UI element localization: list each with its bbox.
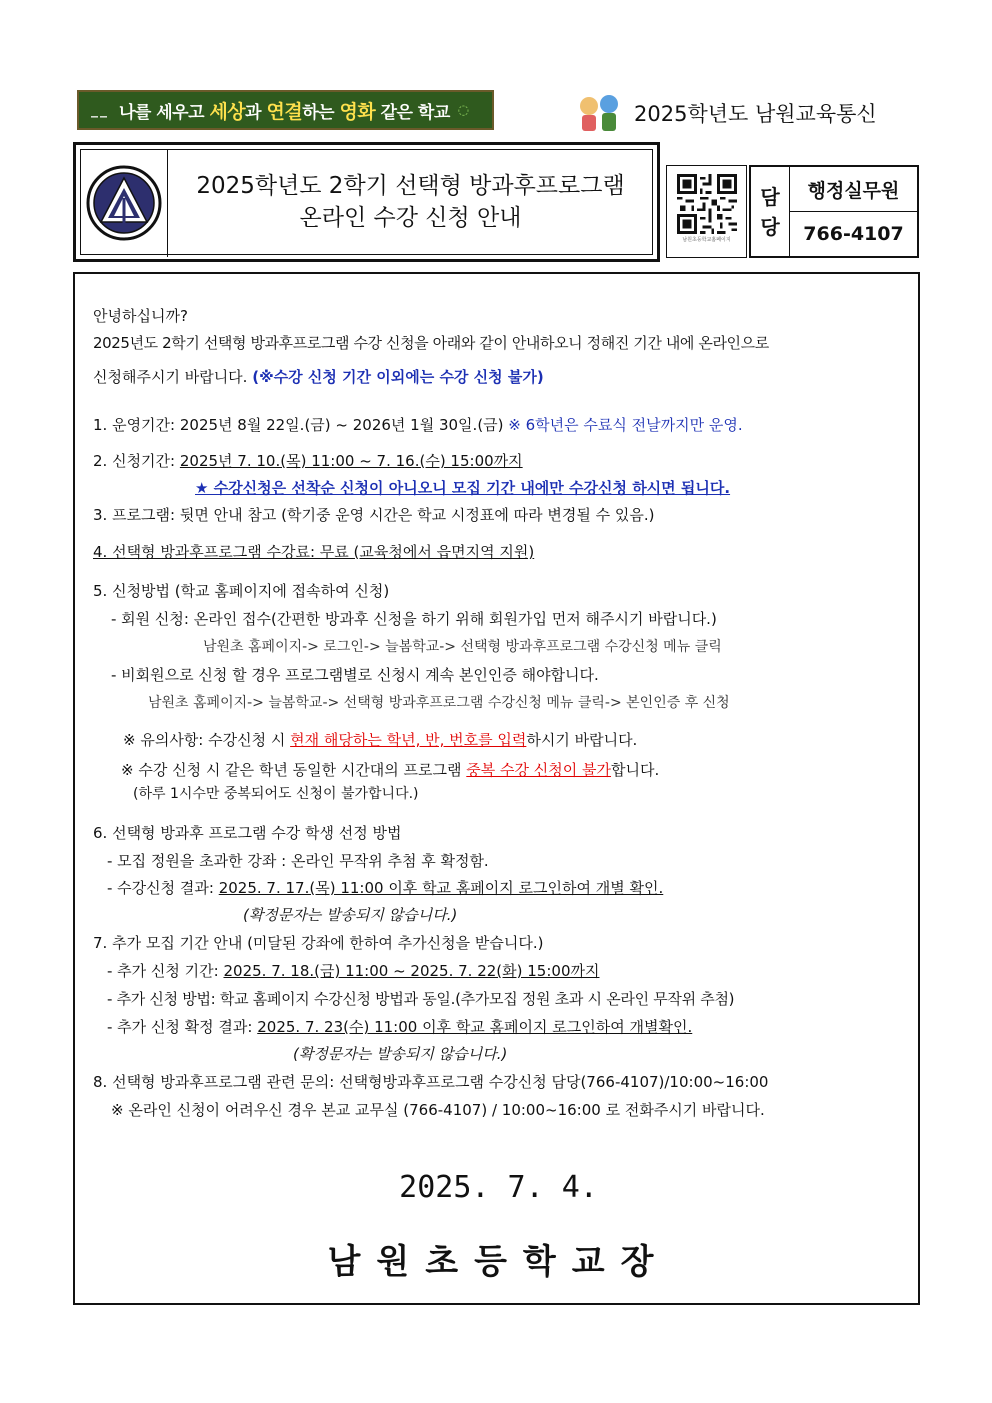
item-8-note: ※ 온라인 신청이 어려우신 경우 본교 교무실 (766-4107) / 10:00~16:00 로 전화주시기 바랍니다. [111,1101,765,1119]
document-title [168,149,653,255]
caution-note-1: ※ 유의사항: 수강신청 시 현재 해당하는 학년, 반, 번호를 입력하시기 바랍니다. [123,731,638,749]
newsletter-title: 2025학년도 남원교육통신 [634,102,877,126]
item-3: 3. 프로그램: 뒷면 안내 참고 (학기중 운영 시간은 학교 시정표에 따라 변경될 수 있음.) [93,506,655,524]
principal-signature: 남원초등학교장 [327,1242,670,1282]
document-title-line2: 온라인 수강 신청 안내 [299,205,522,231]
intro-line-2: 신청해주시기 바랍니다. (※수강 신청 기간 이외에는 수강 신청 불가) [93,368,544,386]
caution-note-1-highlight: 현재 해당하는 학년, 반, 번호를 입력 [290,731,527,749]
item-2-note: ★ 수강신청은 선착순 신청이 아니오니 모집 기간 내에만 수강신청 하시면 됩니다. [195,479,731,497]
contact-phone: 766-4107 [803,223,904,245]
item-7-c: - 추가 신청 확정 결과: 2025. 7. 23(수) 11:00 이후 학교 홈페이지 로그인하여 개별확인. [107,1018,693,1036]
item-7: 7. 추가 모집 기간 안내 (미달된 강좌에 한하여 추가신청을 받습니다.) [93,934,544,952]
slogan-dash: __ [91,102,109,118]
issue-date: 2025. 7. 4. [399,1170,598,1205]
item-1-note: ※ 6학년은 수료식 전날까지만 운영. [508,416,743,434]
qr-caption: 남원초등학교홈페이지 [682,237,731,243]
item-7-a: - 추가 신청 기간: 2025. 7. 18.(금) 11:00 ~ 2025. 7. 22(화) 15:00까지 [107,962,600,980]
greeting: 안녕하십니까? [93,307,188,325]
item-6-b: - 수강신청 결과: 2025. 7. 17.(목) 11:00 이후 학교 홈페이지 로그인하여 개별 확인. [107,879,664,897]
item-7-b: - 추가 신청 방법: 학교 홈페이지 수강신청 방법과 동일.(추가모집 정원 초과 시 온라인 무작위 추첨) [107,990,735,1008]
school-slogan-banner [77,90,494,130]
item-5-member-path: 남원초 홈페이지-> 로그인-> 늘봄학교-> 선택형 방과후프로그램 수강신청 메뉴 클릭 [203,639,722,655]
school-emblem-cell [80,149,168,257]
qr-code-icon[interactable] [677,174,737,234]
caution-note-2-sub: (하루 1시수만 중복되어도 신청이 불가합니다.) [133,786,419,802]
item-7-result-date: 2025. 7. 23(수) 11:00 이후 학교 홈페이지 로그인하여 개별확인. [257,1018,693,1036]
intro-line-1: 2025년도 2학기 선택형 방과후프로그램 수강 신청을 아래와 같이 안내하오니 정해진 기간 내에 온라인으로 [93,334,769,352]
children-illustration-icon [578,93,624,133]
school-slogan: 나를 세우고 세상과 연결하는 영화 같은 학교 [119,100,450,123]
qr-code-box [666,165,747,258]
document-title-line1: 2025학년도 2학기 선택형 방과후프로그램 [196,173,625,199]
item-6-a: - 모집 정원을 초과한 강좌 : 온라인 무작위 추첨 후 확정함. [107,852,489,870]
caution-note-2-highlight: 중복 수강 신청이 불가 [466,761,612,779]
newsletter-header [578,93,898,133]
item-5: 5. 신청방법 (학교 홈페이지에 접속하여 신청) [93,582,390,600]
item-5-nonmember-path: 남원초 홈페이지-> 늘봄학교-> 선택형 방과후프로그램 수강신청 메뉴 클릭-> 본인인증 후 신청 [148,695,730,711]
contact-label: 담 당 [751,167,790,256]
item-5-nonmember: - 비회원으로 신청 할 경우 프로그램별로 신청시 계속 본인인증 해야합니다. [111,666,599,684]
item-2: 2. 신청기간: 2025년 7. 10.(목) 11:00 ~ 7. 16.(수) 15:00까지 [93,452,523,470]
item-5-member: - 회원 신청: 온라인 접수(간편한 방과후 신청을 하기 위해 회원가입 먼저 해주시기 바랍니다.) [111,610,717,628]
school-emblem-icon [85,164,163,242]
speech-bubble-icon: ◌ [457,102,470,118]
notice-body [73,272,920,1305]
item-7-period: 2025. 7. 18.(금) 11:00 ~ 2025. 7. 22(화) 15:00까지 [223,962,600,980]
deadline-warning: (※수강 신청 기간 이외에는 수강 신청 불가) [252,368,544,386]
item-7-d: (확정문자는 발송되지 않습니다.) [293,1045,508,1063]
item-6-c: (확정문자는 발송되지 않습니다.) [243,906,458,924]
item-2-period: 2025년 7. 10.(목) 11:00 ~ 7. 16.(수) 15:00까지 [179,452,523,470]
caution-note-2: ※ 수강 신청 시 같은 학년 동일한 시간대의 프로그램 중복 수강 신청이 불가합니다. [121,761,660,779]
contact-role: 행정실무원 [790,167,917,212]
document-title-box [73,142,660,262]
item-6: 6. 선택형 방과후 프로그램 수강 학생 선정 방법 [93,824,402,842]
item-8: 8. 선택형 방과후프로그램 관련 문의: 선택형방과후프로그램 수강신청 담당(766-4107)/10:00~16:00 [93,1073,769,1091]
item-6-result-date: 2025. 7. 17.(목) 11:00 이후 학교 홈페이지 로그인하여 개별 확인. [218,879,664,897]
contact-table [749,165,919,258]
item-1: 1. 운영기간: 2025년 8월 22일.(금) ~ 2026년 1월 30일.(금) ※ 6학년은 수료식 전날까지만 운영. [93,416,743,434]
item-4: 4. 선택형 방과후프로그램 수강료: 무료 (교육청에서 읍면지역 지원) [93,543,535,561]
